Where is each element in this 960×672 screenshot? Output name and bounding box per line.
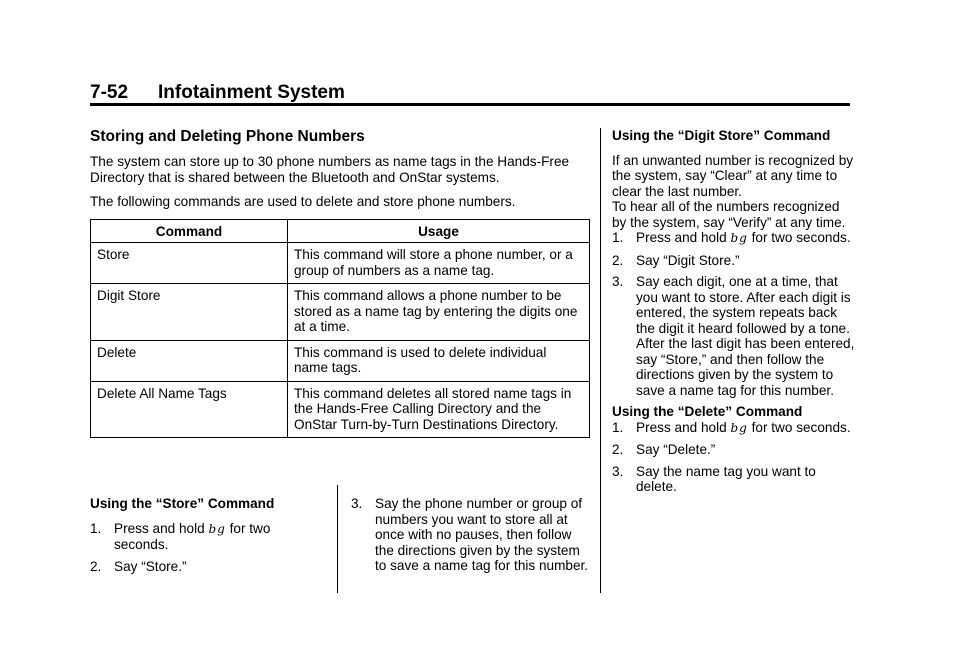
table-header-row (91, 219, 590, 243)
step-text-a: Press and hold (114, 520, 209, 536)
digit-store-step-2 (612, 253, 857, 269)
step-number: 1. (612, 230, 624, 245)
step-number: 1. (612, 419, 624, 435)
step-text: Say “Delete.” (636, 442, 716, 457)
step-number: 2. (612, 442, 624, 457)
delete-step-2 (612, 442, 857, 458)
column-divider-right (600, 128, 601, 593)
step-text (636, 230, 857, 247)
digit-store-para-1: If an unwanted number is recognized by the system, say “Clear” at any time to clear the last number. (612, 152, 854, 199)
step-text-a: Press and hold (636, 230, 731, 245)
section-title: Infotainment System (158, 82, 345, 103)
store-step-1 (90, 521, 320, 553)
intro-paragraph: The system can store up to 30 phone numbers as name tags in the Hands-Free Directory that is shared between the Bluetooth and OnStar systems. (90, 154, 570, 185)
step-number: 2. (612, 252, 624, 268)
usage-cell: This command deletes all stored name tags in the Hands-Free Calling Directory and the OnStar Turn-by-Turn Destinations Directory. (288, 381, 590, 438)
step-text-a: Press and hold (636, 419, 731, 435)
phone-voice-button-icon: bg (208, 521, 226, 536)
section-heading: Storing and Deleting Phone Numbers (90, 128, 365, 145)
digit-store-step-1 (612, 230, 857, 247)
step-text: Say “Store.” (114, 558, 187, 574)
step-text-b: for two seconds. (114, 520, 271, 552)
digit-store-heading: Using the “Digit Store” Command (612, 128, 831, 143)
column-header-usage: Usage (288, 219, 590, 243)
step-text (114, 521, 320, 553)
page-header (90, 82, 850, 104)
main-column (90, 128, 590, 438)
commands-table (90, 219, 590, 439)
store-step-2 (90, 559, 320, 575)
page-number: 7-52 (90, 82, 129, 103)
phone-voice-button-icon: bg (730, 420, 748, 435)
usage-cell: This command is used to delete individual name tags. (288, 340, 590, 381)
right-column (612, 128, 857, 501)
table-row (91, 340, 590, 381)
command-cell: Delete All Name Tags (91, 381, 288, 438)
digit-store-para-2: To hear all of the numbers recognized by the system, say “Verify” at any time. (612, 199, 846, 230)
step-number: 3. (612, 463, 624, 479)
command-cell: Digit Store (91, 284, 288, 341)
step-text (636, 420, 857, 437)
store-section-cont (351, 496, 591, 580)
step-number: 3. (351, 496, 363, 511)
column-divider (337, 485, 338, 593)
delete-step-3 (612, 464, 857, 495)
phone-voice-button-icon: bg (730, 231, 748, 245)
step-number: 1. (90, 520, 102, 536)
table-row (91, 243, 590, 284)
step-number: 3. (612, 274, 624, 289)
intro-paragraph-2: The following commands are used to delete and store phone numbers. (90, 194, 516, 209)
store-heading: Using the “Store” Command (90, 496, 275, 511)
store-step-3 (351, 496, 591, 574)
step-number: 2. (90, 558, 102, 574)
table-row (91, 284, 590, 341)
column-header-command: Command (91, 219, 288, 243)
step-text-b: for two seconds. (747, 230, 851, 245)
step-text: Say the name tag you want to delete. (636, 463, 816, 494)
delete-step-1 (612, 420, 857, 437)
step-text: Say “Digit Store.” (636, 252, 740, 268)
usage-cell: This command will store a phone number, or a group of numbers as a name tag. (288, 243, 590, 284)
usage-cell: This command allows a phone number to be stored as a name tag by entering the digits one at a time. (288, 284, 590, 341)
store-section (90, 496, 320, 580)
header-rule (90, 103, 850, 106)
command-cell: Store (91, 243, 288, 284)
step-text-b: for two seconds. (747, 419, 851, 435)
digit-store-step-3 (612, 274, 857, 398)
delete-heading: Using the “Delete” Command (612, 404, 803, 419)
command-cell: Delete (91, 340, 288, 381)
table-row (91, 381, 590, 438)
step-text: Say each digit, one at a time, that you want to store. After each digit is entered, the system repeats back the digit it heard followed by a tone. After the last digit has been entered, say “Store,” and then follow the directions given by the system to save a name tag for this number. (636, 274, 855, 398)
step-text: Say the phone number or group of numbers you want to store all at once with no pauses, then follow the directions given by the system to save a name tag for this number. (375, 496, 589, 573)
